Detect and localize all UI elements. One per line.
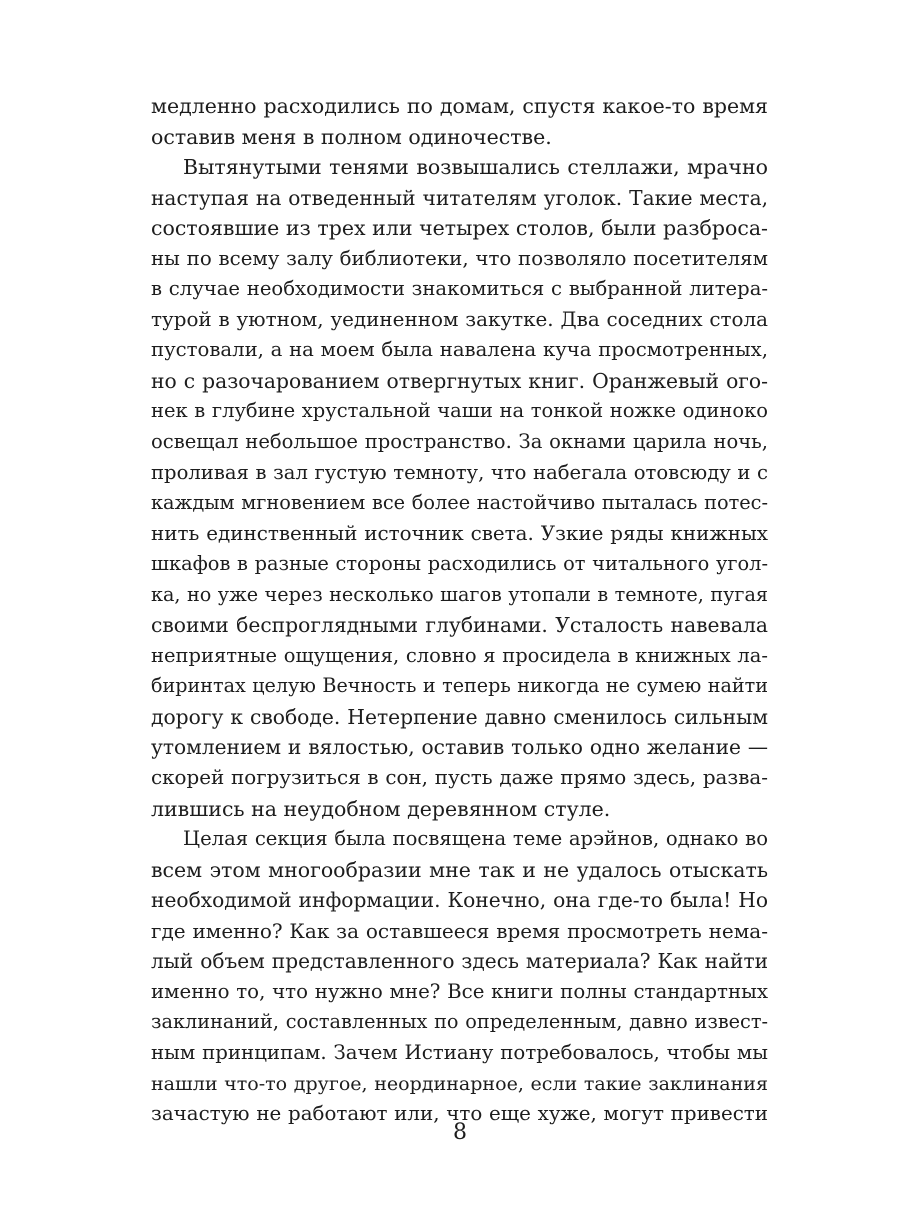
text-line: нашли что-то другое, неординарное, если такие заклинания: [151, 1072, 768, 1095]
text-line: наступая на отведенный читателям уголок. Такие места,: [151, 185, 768, 210]
text-line: зачастую не работают или, что еще хуже, могут привести: [151, 1102, 768, 1126]
text-line: лый объем представленного здесь материала? Как найти: [151, 949, 768, 974]
text-line: проливая в зал густую темноту, что набегала отовсюду и с: [151, 460, 768, 484]
text-line: ны по всему залу библиотеки, что позволяло посетителям: [151, 246, 768, 270]
body-text: [151, 91, 768, 1130]
text-line: своими беспроглядными глубинами. Усталость навевала: [151, 613, 768, 638]
text-line: Целая секция была посвящена теме арэйнов, однако во: [183, 827, 768, 851]
text-line: в случае необходимости знакомиться с выбранной литера-: [151, 277, 768, 301]
text-line: но с разочарованием отвергнутых книг. Оранжевый ого-: [151, 368, 768, 393]
page-number: 8: [453, 1120, 467, 1145]
text-line: нить единственный источник света. Узкие ряды книжных: [151, 521, 768, 545]
text-line: заклинаний, составленных по определенным, давно извест-: [151, 1010, 768, 1034]
text-line: турой в уютном, уединенном закутке. Два соседних стола: [151, 307, 768, 331]
text-line: ным принципам. Зачем Истиану потребовалось, чтобы мы: [151, 1040, 768, 1064]
text-line: пустовали, а на моем была навалена куча просмотренных,: [151, 338, 768, 362]
text-line: нек в глубине хрустальной чаши на тонкой ножке одиноко: [151, 399, 768, 423]
text-line: всем этом многообразии мне так и не удалось отыскать: [151, 857, 768, 882]
text-line: скорей погрузиться в сон, пусть даже прямо здесь, разва-: [151, 766, 768, 790]
text-line: оставив меня в полном одиночестве.: [151, 124, 552, 149]
text-line: где именно? Как за оставшееся время просмотреть нема-: [151, 918, 768, 943]
text-line: утомлением и вялостью, оставив только одно желание —: [151, 735, 768, 760]
text-line: неприятные ощущения, словно я просидела в книжных ла-: [151, 643, 768, 667]
text-line: каждым мгновением все более настойчиво пыталась потес-: [151, 491, 768, 515]
text-line: медленно расходились по домам, спустя какое-то время: [151, 94, 768, 118]
text-line: состоявшие из трех или четырех столов, были разброса-: [151, 216, 768, 241]
text-line: ка, но уже через несколько шагов утопали в темноте, пугая: [151, 582, 768, 606]
text-line: Вытянутыми тенями возвышались стеллажи, мрачно: [183, 155, 768, 180]
text-line: биринтах целую Вечность и теперь никогда не сумею найти: [151, 674, 768, 698]
text-line: шкафов в разные стороны расходились от читального угол-: [151, 552, 768, 576]
text-line: освещал небольшое пространство. За окнами царила ночь,: [151, 430, 768, 454]
text-line: дорогу к свободе. Нетерпение давно сменилось сильным: [151, 704, 768, 729]
text-line: лившись на неудобном деревянном стуле.: [151, 796, 611, 821]
text-line: именно то, что нужно мне? Все книги полны стандартных: [151, 979, 768, 1003]
text-line: необходимой информации. Конечно, она где-то была! Но: [151, 888, 768, 913]
